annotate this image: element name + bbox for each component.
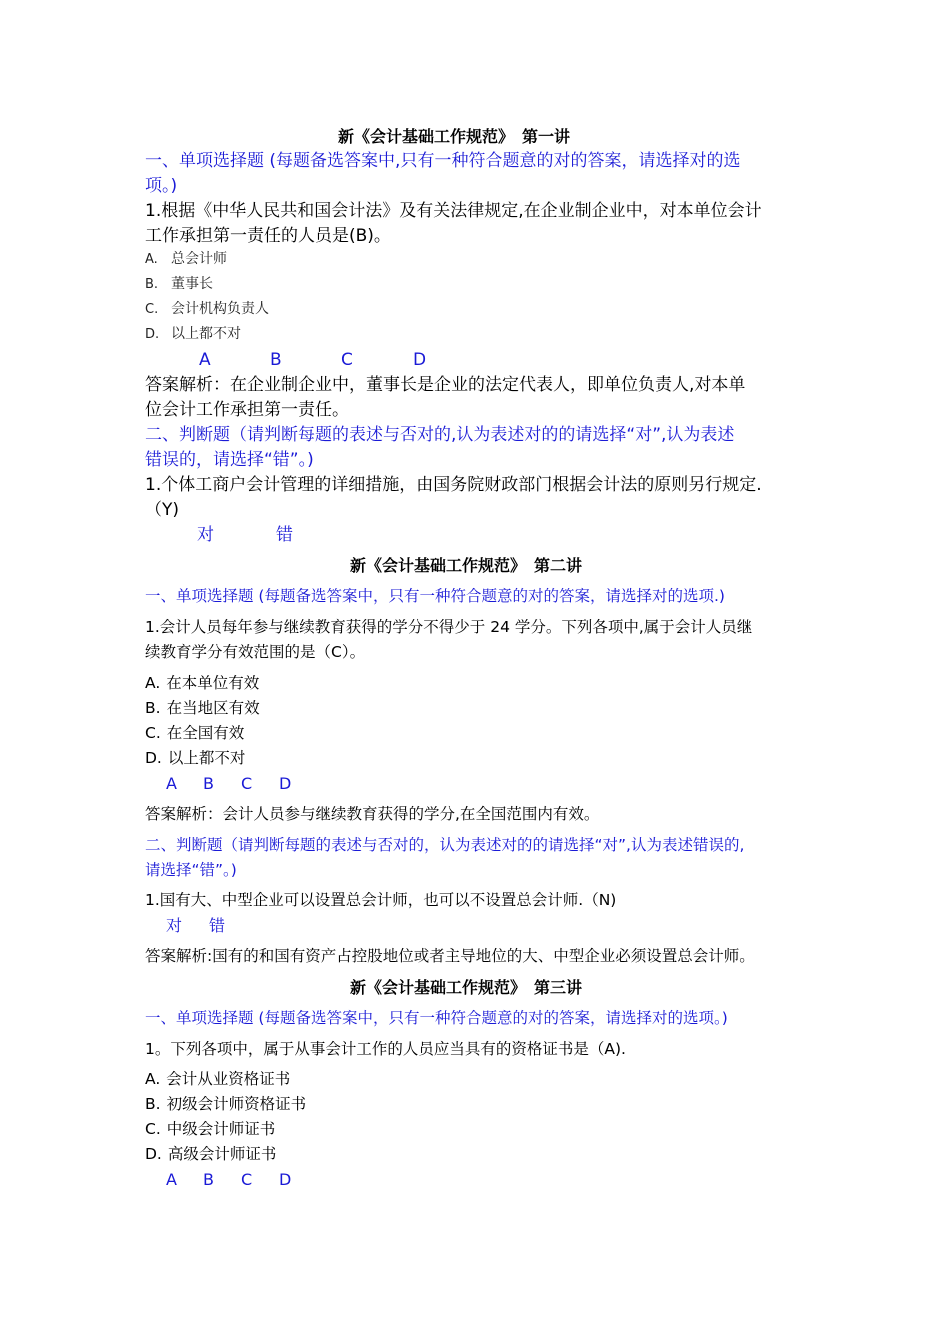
lecture1-single-choice-heading: 一、单项选择题 (每题备选答案中,只有一种符合题意的对的答案，请选择对的选 [145,151,741,171]
lecture3-q1-text: 1。下列各项中，属于从事会计工作的人员应当具有的资格证书是（A). [145,1040,626,1058]
lecture3-q1-option-c [145,1122,275,1138]
lecture2-q1-choice-c[interactable]: C [241,774,253,793]
option-text: 董事长 [171,276,213,292]
option-text: 初级会计师资格证书 [166,1095,307,1113]
option-text: 会计从业资格证书 [166,1070,291,1088]
lecture3-q1-option-a [145,1072,290,1088]
lecture1-q1-text-cont: 工作承担第一责任的人员是(B)。 [145,226,391,246]
lecture3-q1-choice-c[interactable]: C [241,1170,253,1189]
lecture1-j1-text-cont: （Y) [145,500,180,520]
lecture1-j1-choice-true[interactable]: 对 [197,525,214,545]
lecture3-q1-choice-b[interactable]: B [203,1170,214,1189]
lecture1-j1-choice-false[interactable]: 错 [276,525,293,545]
lecture1-q1-option-b [145,277,213,291]
option-text: 在全国有效 [166,724,245,742]
option-label: D. [145,1145,162,1163]
option-text: 在当地区有效 [166,699,260,717]
lecture1-q1-analysis: 答案解析：在企业制企业中，董事长是企业的法定代表人，即单位负责人,对本单 [145,375,746,395]
lecture2-j1-analysis: 答案解析:国有的和国有资产占控股地位或者主导地位的大、中型企业必须设置总会计师。 [145,947,755,965]
option-label: A. [145,674,161,692]
lecture3-q1-choice-a[interactable]: A [166,1170,177,1189]
option-label: C. [145,1120,161,1138]
lecture2-judgment-heading-cont: 请选择“错”。) [145,861,237,879]
lecture2-q1-choice-a[interactable]: A [166,774,177,793]
lecture3-single-choice-heading: 一、单项选择题 (每题备选答案中，只有一种符合题意的对的答案，请选择对的选项。) [145,1009,728,1027]
lecture2-q1-text: 1.会计人员每年参与继续教育获得的学分不得少于 24 学分。下列各项中,属于会计人员继 [145,618,753,636]
option-label: D. [145,327,160,342]
lecture3-q1-option-d [145,1147,276,1163]
lecture2-q1-option-c [145,726,244,742]
lecture2-title: 新《会计基础工作规范》 第二讲 [350,556,583,575]
lecture1-q1-analysis-cont: 位会计工作承担第一责任。 [145,400,349,420]
lecture2-judgment-heading: 二、判断题（请判断每题的表述与否对的，认为表述对的的请选择“对”,认为表述错误的, [145,836,745,854]
option-label: C. [145,302,159,317]
option-label: B. [145,277,159,292]
lecture2-j1-choice-true[interactable]: 对 [166,916,183,935]
lecture2-j1-text: 1.国有大、中型企业可以设置总会计师，也可以不设置总会计师.（N) [145,891,617,909]
option-label: A. [145,252,158,267]
lecture1-single-choice-heading-cont: 项。) [145,176,178,196]
option-label: B. [145,699,161,717]
lecture1-q1-option-c [145,302,269,316]
option-text: 以上都不对 [171,326,241,342]
lecture1-q1-choice-b[interactable]: B [270,350,282,370]
lecture1-judgment-heading-cont: 错误的，请选择“错”。) [145,450,314,470]
option-text: 中级会计师证书 [166,1120,276,1138]
option-text: 以上都不对 [167,749,246,767]
lecture2-q1-choice-d[interactable]: D [279,774,292,793]
lecture3-title: 新《会计基础工作规范》 第三讲 [350,978,583,997]
option-text: 会计机构负责人 [171,301,269,317]
option-label: B. [145,1095,161,1113]
lecture3-q1-choice-d[interactable]: D [279,1170,292,1189]
lecture2-j1-choice-false[interactable]: 错 [209,916,226,935]
option-text: 高级会计师证书 [167,1145,277,1163]
lecture1-q1-option-d [145,327,241,341]
lecture1-judgment-heading: 二、判断题（请判断每题的表述与否对的,认为表述对的的请选择“对”,认为表述 [145,425,735,445]
lecture2-q1-option-a [145,676,259,692]
lecture1-q1-text: 1.根据《中华人民共和国会计法》及有关法律规定,在企业制企业中，对本单位会计 [145,201,762,221]
lecture2-q1-analysis: 答案解析：会计人员参与继续教育获得的学分,在全国范围内有效。 [145,805,600,823]
lecture1-j1-text: 1.个体工商户会计管理的详细措施，由国务院财政部门根据会计法的原则另行规定. [145,475,762,495]
lecture1-q1-choice-c[interactable]: C [341,350,353,370]
lecture2-q1-text-cont: 续教育学分有效范围的是（C）。 [145,643,366,661]
option-label: A. [145,1070,161,1088]
lecture2-q1-option-d [145,751,245,767]
lecture1-q1-choice-d[interactable]: D [413,350,427,370]
lecture1-q1-choice-a[interactable]: A [199,350,211,370]
lecture2-single-choice-heading: 一、单项选择题 (每题备选答案中，只有一种符合题意的对的答案，请选择对的选项.) [145,587,725,605]
option-label: C. [145,724,161,742]
lecture2-q1-option-b [145,701,260,717]
lecture1-q1-option-a [145,252,227,266]
lecture2-q1-choice-b[interactable]: B [203,774,214,793]
option-label: D. [145,749,162,767]
lecture3-q1-option-b [145,1097,306,1113]
option-text: 在本单位有效 [166,674,260,692]
option-text: 总会计师 [171,251,227,267]
lecture1-title: 新《会计基础工作规范》 第一讲 [338,127,571,146]
